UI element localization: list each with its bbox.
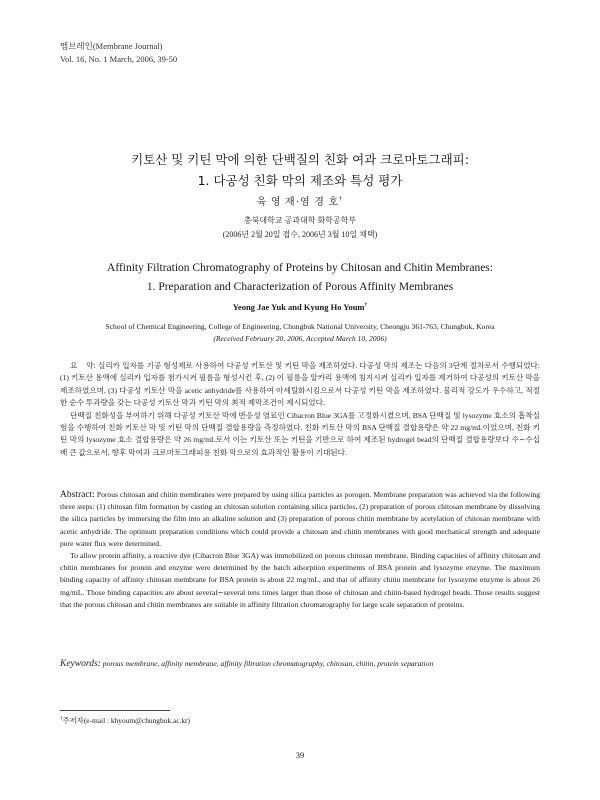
keywords (60, 658, 540, 670)
footnote-divider (60, 710, 170, 711)
english-abstract-text-1: Porous chitosan and chitin membranes were prepared by using silica particles as porogen. Membrane preparation was achieved via the following three steps: (1) chitosan film formation by casting an chitosan solution containing silica particles, (2) preparation of porous chitosan membrane by dissolving the silica particles by immersing the film into an alkaline solution and (3) preparation of porous chitin membrane by acetylation of chitosan membrane with acetic anhydride. The optimum preparation conditions which could provide a chitosan and chitin membranes with good mechanical strength and adequate pure water flux were determined. (60, 490, 540, 548)
journal-header (60, 40, 177, 66)
korean-abstract-paragraph-1 (60, 360, 540, 410)
keywords-list: porous membrane, affinity membrane, affinity filtration chromatography, chitosan, chitin, protein separation (102, 659, 434, 668)
english-author-names: Yeong Jae Yuk and Kyung Ho Youm (232, 302, 365, 312)
korean-authors (0, 193, 600, 208)
footnote-mark: † (60, 716, 63, 722)
journal-volume: Vol. 16, No. 1 March, 2006, 39-50 (60, 54, 178, 64)
english-abstract-paragraph-1 (60, 489, 540, 550)
korean-affiliation-block (0, 214, 600, 242)
footnote-text: 주저자(e-mail : khyoum@chungbuk.ac.kr) (62, 716, 190, 725)
korean-title-line-1: 키토산 및 키틴 막에 의한 단백질의 친화 여과 크로마토그래피: (131, 152, 469, 167)
english-dates: (Received February 20, 2006, Accepted March 10, 2006) (213, 334, 387, 343)
english-title-line-1: Affinity Filtration Chromatography of Proteins by Chitosan and Chitin Membranes: (107, 262, 493, 274)
korean-corresponding-mark: † (339, 195, 344, 203)
journal-name: 멤브레인(Membrane Journal) (60, 41, 163, 51)
footnote (60, 715, 190, 726)
english-title-line-2: 1. Preparation and Characterization of Porous Affinity Membranes (146, 281, 454, 293)
korean-abstract (60, 360, 540, 459)
korean-abstract-label: 요 약: (70, 361, 96, 370)
english-affiliation-block (60, 321, 540, 345)
english-abstract-paragraph-2: To allow protein affinity, a reactive dye (Cibacron Blue 3GA) was immobilized on porous chitosan membrane. Binding capacities of affinity chitosan and chitin membranes for protein and enzyme were determined by the batch adsorption experiments of BSA protein and lysozyme enzyme. The maximum binding capacity of affinity chitosan membrane for BSA protein is about 22 mg/mL, and that of affinity chitin membrane for lysozyme enzyme is about 26 mg/mL. Those binding capacities are about several∼several tens times larger than those of chitosan and chitin-based hydrogel beads. Those results suggest that the porous chitosan and chitin membranes are suitable in affinity filtration chromatography for large scale separation of proteins. (60, 551, 540, 609)
korean-abstract-paragraph-2: 단백질 친화성을 부여하기 위해 다공성 키토산 막에 반응성 염료인 Cibacron Blue 3GA를 고정화시켰으며, BSA 단백질 및 lysozyme 효소의 흡착실험을 수행하여 친화 키토산 막 및 키틴 막의 단백질 결합용량을 측정하였다. 친화 키토산 막의 BSA 단백질 결합용량은 약 22 mg/mL이었으며, 친화 키틴 막의 lysozyme 효소 결합용량은 약 26 mg/mL로서 이는 키토산 또는 키틴을 기반으로 하여 제조된 hydrogel bead의 단백질 결합용량보다 수∼수십 배 큰 값으로서, 향후 막여과 크로마토그래피용 친화 막으로의 효과적인 활용이 기대된다. (60, 410, 540, 457)
english-title (0, 259, 600, 297)
english-abstract (60, 489, 540, 611)
korean-author-names: 육 영 재·염 경 호 (256, 197, 340, 208)
korean-abstract-text-1: 실리카 입자를 기공 형성제로 사용하여 다공성 키토산 및 키틴 막을 제조하였다. 다공성 막의 제조는 다음의 3단계 절차로서 수행되었다: (1) 키토산 용액에 실리카 입자를 첨가시켜 필름을 형성시킨 후, (2) 이 필름을 알카리 용액에 침지시켜 실리카 입자를 제거하여 다공성의 키토산 막을 제조하였으며, (3) 다공성 키토산 막을 acetic anhydride를 사용하여 아세틸화시킴으로서 다공성 키틴 막을 제조하였다. 물리적 강도가 우수하고, 적절한 순수 투과량을 갖는 다공성 키토산 막과 키틴 막의 최적 제막조건이 제시되었다. (60, 361, 541, 408)
korean-dates: (2006년 2월 20일 접수, 2006년 3월 10일 채택) (222, 230, 378, 239)
english-authors (0, 302, 600, 312)
english-affiliation: School of Chemical Engineering, College of Engineering, Chungbuk National University, Cheongju 361-763, Chungbuk, Korea (105, 322, 495, 331)
korean-title (0, 149, 600, 191)
english-abstract-label: Abstract: (60, 490, 95, 500)
page-number: 39 (295, 750, 305, 760)
keywords-label: Keywords: (60, 659, 101, 669)
korean-affiliation: 충북대학교 공과대학 화학공학부 (243, 216, 357, 225)
english-corresponding-mark: † (364, 302, 368, 309)
korean-title-line-2: 1. 다공성 친화 막의 제조와 특성 평가 (197, 173, 403, 188)
